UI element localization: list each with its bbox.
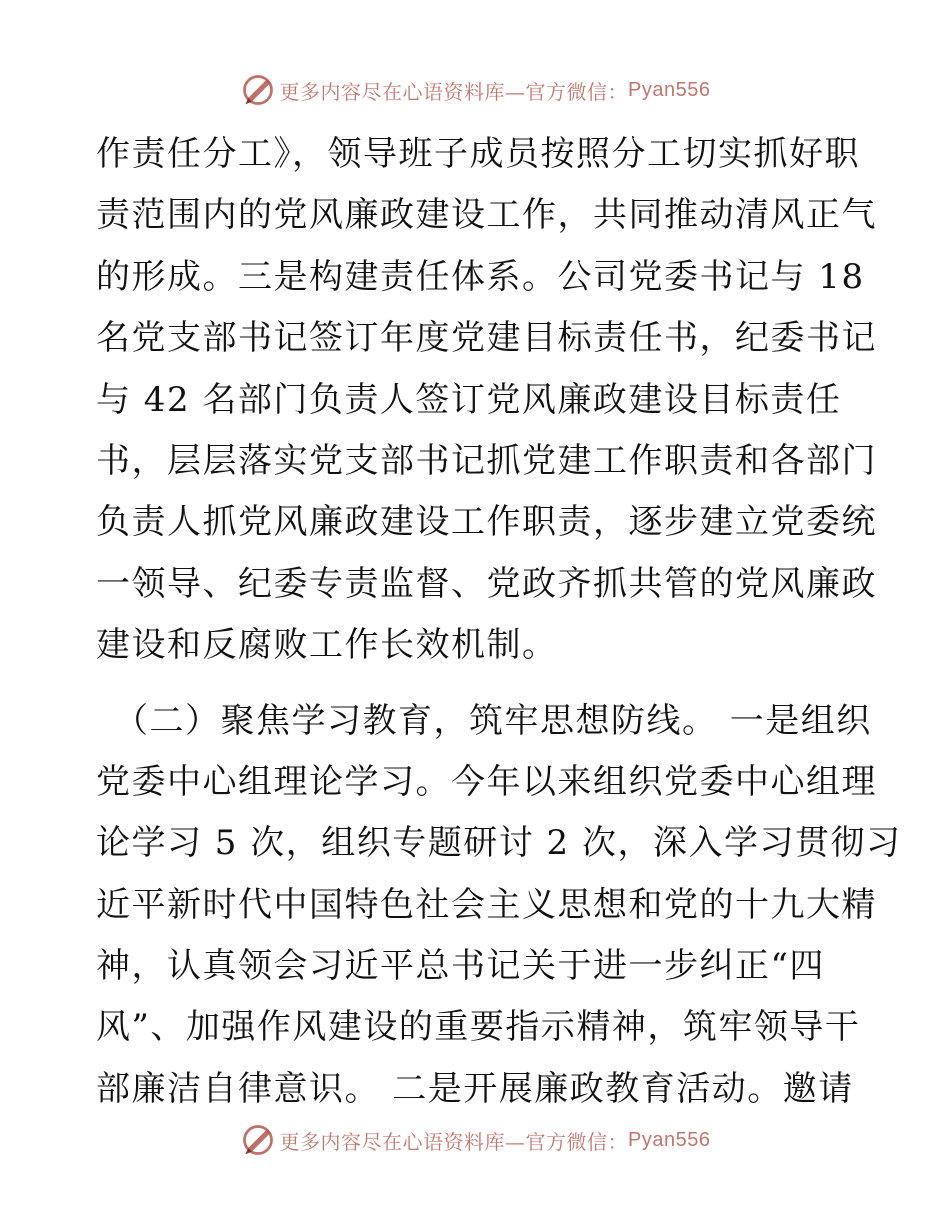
- text-line: 作责任分工》，领导班子成员按照分工切实抓好职: [96, 134, 860, 174]
- text-line: 书，层层落实党支部书记抓党建工作职责和各部门: [96, 440, 877, 481]
- text-line: 建设和反腐败工作长效机制。: [96, 625, 558, 666]
- text-line: 部廉洁自律意识。 二是开展廉政教育活动。邀请: [96, 1068, 854, 1109]
- watermark-handle: Pyan556: [628, 1128, 711, 1151]
- footer-watermark: [0, 1120, 950, 1160]
- paragraph-1: [96, 124, 877, 677]
- text-line: 风”、加强作风建设的重要指示精神，筑牢领导干: [96, 1007, 861, 1048]
- paragraph-2: [96, 691, 902, 1121]
- text-line: 与 42 名部门负责人签订党风廉政建设目标责任: [96, 379, 842, 420]
- watermark-handle: Pyan556: [628, 78, 711, 101]
- text-line: 名党支部书记签订年度党建目标责任书，纪委书记: [96, 318, 877, 359]
- text-line: 论学习 5 次，组织专题研讨 2 次，深入学习贯彻习: [96, 823, 902, 864]
- text-line: 责范围内的党风廉政建设工作，共同推动清风正气: [96, 195, 877, 236]
- text-line: 党委中心组理论学习。今年以来组织党委中心组理: [96, 761, 877, 802]
- text-line: 负责人抓党风廉政建设工作职责，逐步建立党委统: [96, 502, 877, 543]
- text-line: 一领导、纪委专责监督、党政齐抓共管的党风廉政: [96, 563, 877, 604]
- text-line: （二）聚焦学习教育，筑牢思想防线。 一是组织: [114, 700, 872, 741]
- text-line: 近平新时代中国特色社会主义思想和党的十九大精: [96, 884, 877, 925]
- paragraph-gap: [96, 677, 856, 691]
- header-watermark: [0, 70, 950, 110]
- document-body: [96, 124, 902, 1120]
- watermark-text: 更多内容尽在心语资料库—官方微信：: [279, 79, 629, 104]
- pen-logo-icon: [240, 72, 276, 108]
- pen-logo-icon: [240, 1122, 276, 1158]
- watermark-text: 更多内容尽在心语资料库—官方微信：: [279, 1129, 629, 1154]
- text-line: 的形成。三是构建责任体系。公司党委书记与 18: [96, 256, 865, 297]
- text-line: 神，认真领会习近平总书记关于进一步纠正“四: [96, 946, 825, 987]
